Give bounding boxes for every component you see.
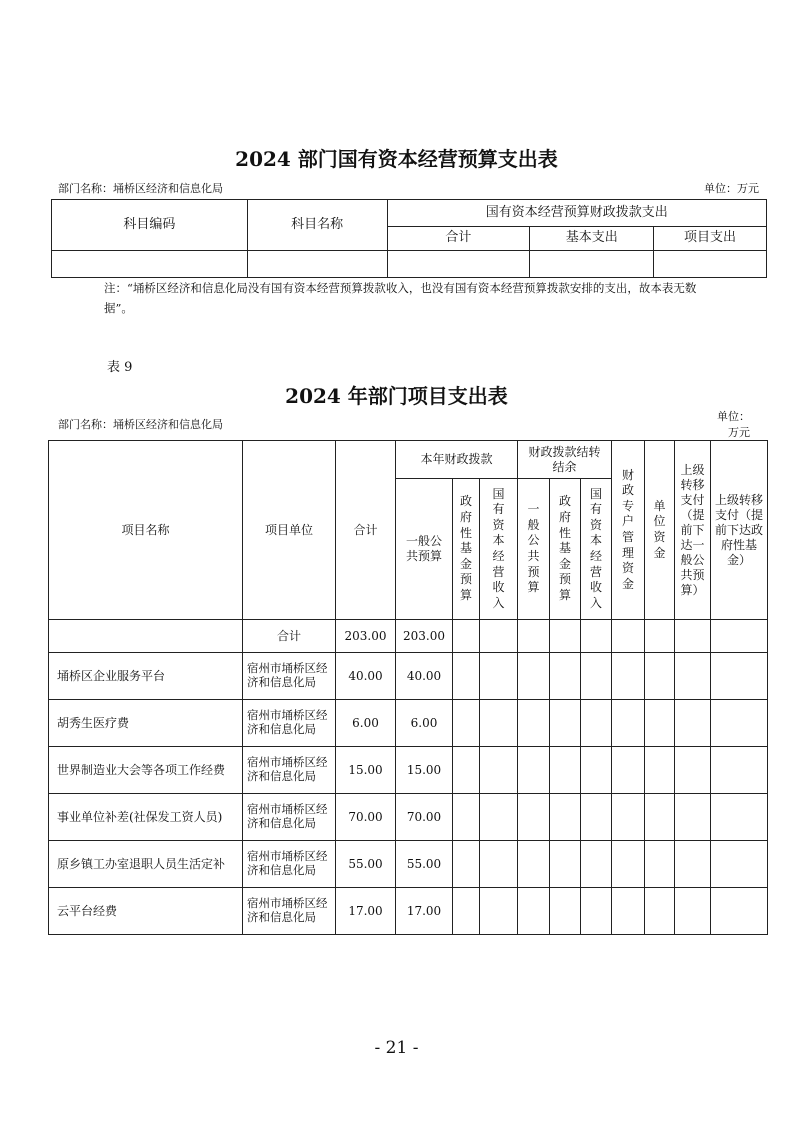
row-total: 70.00 [336, 794, 396, 841]
header-gov-fund-cell [453, 479, 480, 620]
header-current-year-allocation: 本年财政拨款 [396, 441, 518, 479]
header-project-unit: 项目单位 [243, 441, 336, 620]
empty-cell [550, 794, 581, 841]
empty-cell [453, 653, 480, 700]
empty-cell [550, 841, 581, 888]
project-name: 原乡镇工办室退职人员生活定补 [49, 841, 243, 888]
empty-cell [645, 620, 675, 653]
empty-cell [550, 888, 581, 935]
header-gov-fund: 政府性基金预算 [460, 494, 473, 602]
page-number: - 21 - [374, 1038, 419, 1058]
header-co-state-capital: 国有资本经营收入 [590, 486, 603, 610]
header-subject-code: 科目编码 [52, 200, 248, 251]
row-general: 55.00 [396, 841, 453, 888]
project-unit: 宿州市埇桥区经济和信息化局 [243, 888, 336, 935]
row-general: 17.00 [396, 888, 453, 935]
header-unit-fund-cell [645, 441, 675, 620]
empty-cell [675, 620, 711, 653]
table-row [49, 888, 768, 935]
header-special-fund: 财政专户管理资金 [622, 467, 635, 591]
empty-cell [518, 747, 550, 794]
empty-cell [480, 794, 518, 841]
empty-cell [387, 251, 530, 278]
project-name: 云平台经费 [49, 888, 243, 935]
empty-cell [453, 747, 480, 794]
empty-cell [518, 794, 550, 841]
header-co-general-cell [518, 479, 550, 620]
empty-cell [480, 700, 518, 747]
empty-cell [645, 747, 675, 794]
empty-cell [612, 620, 645, 653]
table1-title: 2024 部门国有资本经营预算支出表 [235, 147, 558, 171]
empty-cell [675, 653, 711, 700]
header-transfer-general: 上级转移支付（提前下达一般公共预算） [675, 441, 711, 620]
empty-cell [453, 700, 480, 747]
header-subject-name: 科目名称 [247, 200, 387, 251]
empty-cell [711, 653, 768, 700]
empty-cell [612, 888, 645, 935]
header-state-capital: 国有资本经营收入 [492, 486, 505, 610]
header-general-public: 一般公共预算 [396, 479, 453, 620]
header-project: 项目支出 [654, 227, 767, 251]
empty-cell [453, 794, 480, 841]
empty-cell [581, 747, 612, 794]
header-co-general: 一般公共预算 [527, 502, 540, 595]
empty-cell [49, 620, 243, 653]
header-co-gov-fund-cell [550, 479, 581, 620]
table1-unit: 单位：万元 [704, 182, 759, 195]
empty-cell [581, 841, 612, 888]
table2-unit-value: 万元 [728, 426, 750, 439]
empty-cell [480, 620, 518, 653]
project-unit: 宿州市埇桥区经济和信息化局 [243, 700, 336, 747]
empty-cell [675, 747, 711, 794]
empty-cell [550, 747, 581, 794]
empty-cell [612, 794, 645, 841]
empty-cell [612, 841, 645, 888]
empty-cell [711, 794, 768, 841]
project-name: 胡秀生医疗费 [49, 700, 243, 747]
header-unit-fund: 单位资金 [653, 498, 666, 560]
header-co-gov-fund: 政府性基金预算 [559, 494, 572, 602]
header-total: 合计 [336, 441, 396, 620]
empty-cell [645, 841, 675, 888]
project-unit: 宿州市埇桥区经济和信息化局 [243, 841, 336, 888]
empty-cell [530, 251, 654, 278]
header-carryover: 财政拨款结转结余 [518, 441, 612, 479]
table-row-total [49, 620, 768, 653]
empty-cell [518, 700, 550, 747]
empty-cell [52, 251, 248, 278]
row-total: 55.00 [336, 841, 396, 888]
empty-cell [645, 888, 675, 935]
empty-cell [711, 888, 768, 935]
header-transfer-fund: 上级转移支付（提前下达政府性基金） [711, 441, 768, 620]
empty-cell [711, 620, 768, 653]
total-label: 合计 [243, 620, 336, 653]
table2-title: 2024 年部门项目支出表 [285, 384, 508, 408]
project-unit: 宿州市埇桥区经济和信息化局 [243, 794, 336, 841]
empty-cell [711, 747, 768, 794]
empty-cell [247, 251, 387, 278]
empty-cell [711, 700, 768, 747]
empty-cell [675, 700, 711, 747]
row-general: 15.00 [396, 747, 453, 794]
header-special-fund-cell [612, 441, 645, 620]
table-row [49, 700, 768, 747]
table1-note: 注：“埇桥区经济和信息化局没有国有资本经营预算拨款收入，也没有国有资本经营预算拨款安排的支出，故本表无数据”。 [104, 281, 697, 315]
empty-cell [518, 620, 550, 653]
table-row [49, 794, 768, 841]
empty-cell [480, 841, 518, 888]
row-total: 40.00 [336, 653, 396, 700]
table-row [49, 653, 768, 700]
empty-cell [675, 794, 711, 841]
project-name: 世界制造业大会等各项工作经费 [49, 747, 243, 794]
table-row [49, 841, 768, 888]
row-total: 6.00 [336, 700, 396, 747]
row-general: 6.00 [396, 700, 453, 747]
empty-cell [480, 747, 518, 794]
project-unit: 宿州市埇桥区经济和信息化局 [243, 653, 336, 700]
empty-cell [645, 700, 675, 747]
header-project-name: 项目名称 [49, 441, 243, 620]
empty-cell [453, 620, 480, 653]
row-total: 15.00 [336, 747, 396, 794]
project-name: 事业单位补差(社保发工资人员) [49, 794, 243, 841]
empty-cell [550, 700, 581, 747]
state-capital-budget-table [51, 199, 767, 278]
empty-cell [480, 888, 518, 935]
table2-unit-label: 单位： [717, 410, 750, 423]
empty-cell [453, 841, 480, 888]
empty-cell [675, 841, 711, 888]
table-row [49, 747, 768, 794]
table1-dept: 部门名称：埇桥区经济和信息化局 [58, 182, 223, 195]
row-general: 40.00 [396, 653, 453, 700]
total-amount: 203.00 [336, 620, 396, 653]
empty-cell [645, 653, 675, 700]
empty-cell [550, 620, 581, 653]
empty-cell [518, 888, 550, 935]
empty-cell [654, 251, 767, 278]
table-row-empty [52, 251, 767, 278]
project-name: 埇桥区企业服务平台 [49, 653, 243, 700]
empty-cell [581, 888, 612, 935]
table2-dept: 部门名称：埇桥区经济和信息化局 [58, 418, 223, 431]
header-co-state-capital-cell [581, 479, 612, 620]
empty-cell [581, 700, 612, 747]
header-basic: 基本支出 [530, 227, 654, 251]
total-general-amount: 203.00 [396, 620, 453, 653]
row-total: 17.00 [336, 888, 396, 935]
empty-cell [675, 888, 711, 935]
empty-cell [612, 747, 645, 794]
project-expenditure-table [48, 440, 768, 935]
header-state-capital-cell [480, 479, 518, 620]
project-unit: 宿州市埇桥区经济和信息化局 [243, 747, 336, 794]
empty-cell [612, 653, 645, 700]
empty-cell [480, 653, 518, 700]
empty-cell [550, 653, 581, 700]
empty-cell [612, 700, 645, 747]
empty-cell [518, 653, 550, 700]
empty-cell [581, 794, 612, 841]
empty-cell [711, 841, 768, 888]
table-number: 表 9 [107, 360, 133, 375]
empty-cell [518, 841, 550, 888]
row-general: 70.00 [396, 794, 453, 841]
empty-cell [581, 620, 612, 653]
header-total: 合计 [387, 227, 530, 251]
header-state-capital-group: 国有资本经营预算财政拨款支出 [387, 200, 767, 227]
empty-cell [453, 888, 480, 935]
empty-cell [581, 653, 612, 700]
empty-cell [645, 794, 675, 841]
